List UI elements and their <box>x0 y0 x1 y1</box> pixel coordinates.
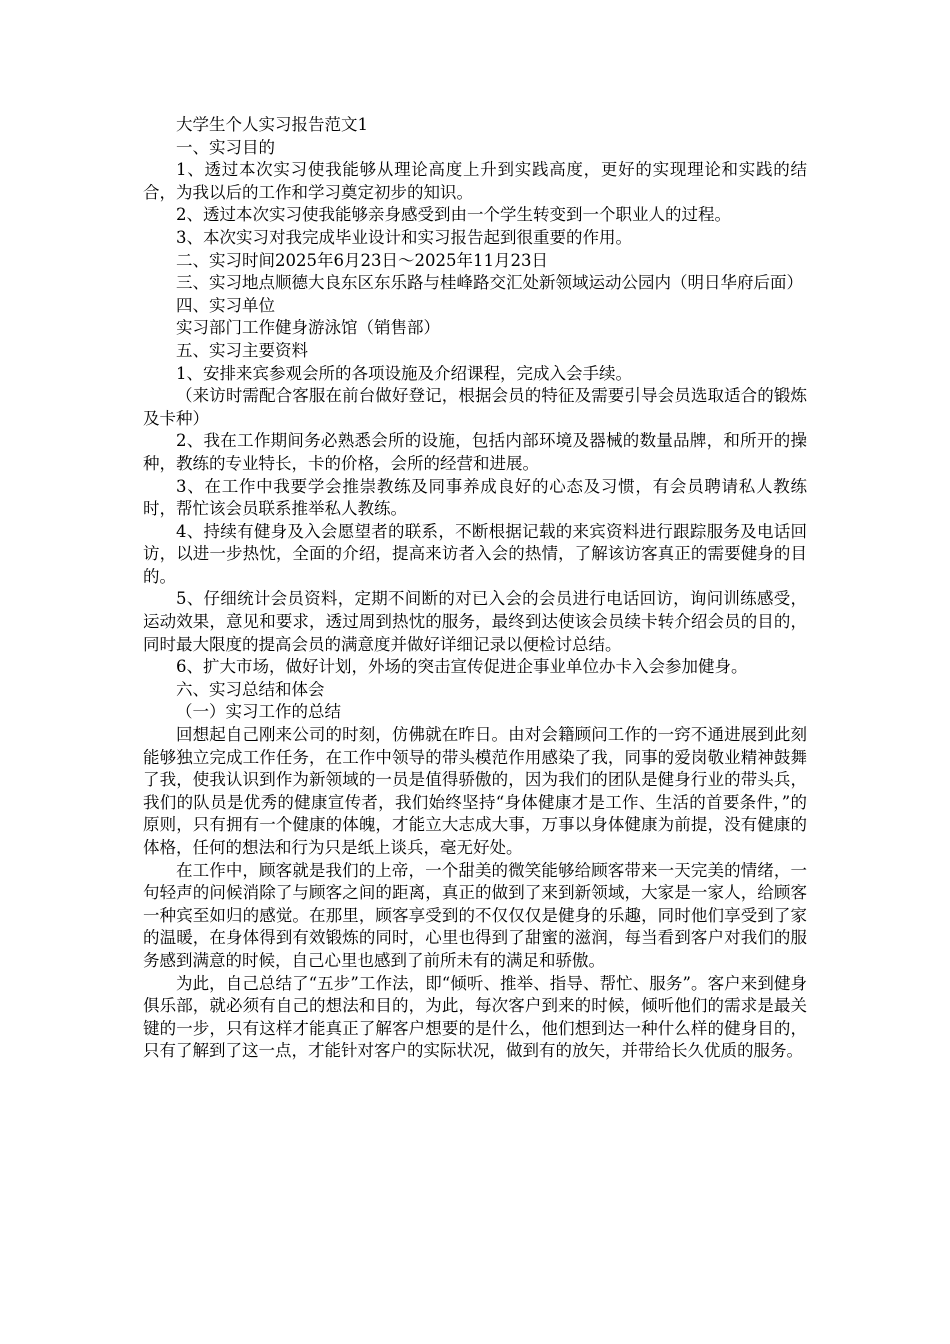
section-heading-location: 三、实习地点顺德大良东区东乐路与桂峰路交汇处新领域运动公园内（明日华府后面） <box>176 273 803 293</box>
paragraph: 2、我在工作期间务必熟悉会所的设施，包括内部环境及器械的数量品牌，和所开的操种，教练的专业特长，卡的价格，会所的经营和进展。 <box>143 431 807 473</box>
paragraph: 1、安排来宾参观会所的各项设施及介绍课程，完成入会手续。 <box>176 363 632 383</box>
section-heading-content: 五、实习主要资料 <box>176 340 308 360</box>
section-heading-unit: 四、实习单位 <box>176 295 275 315</box>
paragraph: 在工作中，顾客就是我们的上帝，一个甜美的微笑能够给顾客带来一天完美的情绪，一句轻声的问候消除了与顾客之间的距离，真正的做到了来到新领域，大家是一家人，给顾客一种宾至如归的感觉。在那里，顾客享受到的不仅仅仅是健身的乐趣，同时他们享受到了家的温暖，在身体得到有效锻炼的同时，心里也得到了甜蜜的滋润，每当看到客户对我们的服务感到满意的时候，自己心里也感到了前所未有的满足和骄傲。 <box>143 860 807 970</box>
document-page <box>143 114 807 1063</box>
paragraph: 回想起自己刚来公司的时刻，仿佛就在昨日。由对会籍顾问工作的一窍不通进展到此刻能够独立完成工作任务，在工作中领导的带头模范作用感染了我，同事的爱岗敬业精神鼓舞了我，使我认识到作为新领域的一员是值得骄傲的，因为我们的团队是健身行业的带头兵，我们的队员是优秀的健康宣传者，我们始终坚持“身体健康才是工作、生活的首要条件，”的原则，只有拥有一个健康的体魄，才能立大志成大事，万事以身体健康为前提，没有健康的体格，任何的想法和行为只是纸上谈兵，毫无好处。 <box>143 725 807 857</box>
paragraph: 1、透过本次实习使我能够从理论高度上升到实践高度，更好的实现理论和实践的结合，为我以后的工作和学习奠定初步的知识。 <box>143 160 807 202</box>
paragraph: 3、本次实习对我完成毕业设计和实习报告起到很重要的作用。 <box>176 227 632 247</box>
paragraph: 2、透过本次实习使我能够亲身感受到由一个学生转变到一个职业人的过程。 <box>176 205 731 225</box>
paragraph: 4、持续有健身及入会愿望者的联系，不断根据记载的来宾资料进行跟踪服务及电话回访，以进一步热忱，全面的介绍，提高来访者入会的热情，了解该访客真正的需要健身的目的。 <box>143 521 807 586</box>
section-heading-summary: 六、实习总结和体会 <box>176 679 325 699</box>
section-heading-purpose: 一、实习目的 <box>176 137 275 157</box>
paragraph: 3、在工作中我要学会推崇教练及同事养成良好的心态及习惯，有会员聘请私人教练时，帮忙该会员联系推举私人教练。 <box>143 476 807 519</box>
paragraph: 为此，自己总结了“五步”工作法，即“倾听、推举、指导、帮忙、服务”。客户来到健身俱乐部，就必须有自己的想法和目的，为此，每次客户到来的时候，倾听他们的需求是最关键的一步，只有这样才能真正了解客户想要的是什么，他们想到达一种什么样的健身目的，只有了解到了这一点，才能针对客户的实际状况，做到有的放矢，并带给长久优质的服务。 <box>143 973 807 1061</box>
section-heading-time: 二、实习时间2025年6月23日～2025年11月23日 <box>176 250 548 270</box>
paragraph: 6、扩大市场，做好计划，外场的突击宣传促进企事业单位办卡入会参加健身。 <box>176 657 748 677</box>
document-title: 大学生个人实习报告范文1 <box>176 115 368 134</box>
subsection-heading: （一）实习工作的总结 <box>176 702 341 722</box>
paragraph: （来访时需配合客服在前台做好登记，根据会员的特征及需要引导会员选取适合的锻炼及卡种） <box>143 386 807 428</box>
paragraph: 5、仔细统计会员资料，定期不间断的对已入会的会员进行电话回访，询问训练感受，运动效果，意见和要求，透过周到热忱的服务，最终到达使该会员续卡转介绍会员的目的，同时最大限度的提高会员的满意度并做好详细记录以便检讨总结。 <box>143 589 807 654</box>
paragraph: 实习部门工作健身游泳馆（销售部） <box>176 318 440 338</box>
